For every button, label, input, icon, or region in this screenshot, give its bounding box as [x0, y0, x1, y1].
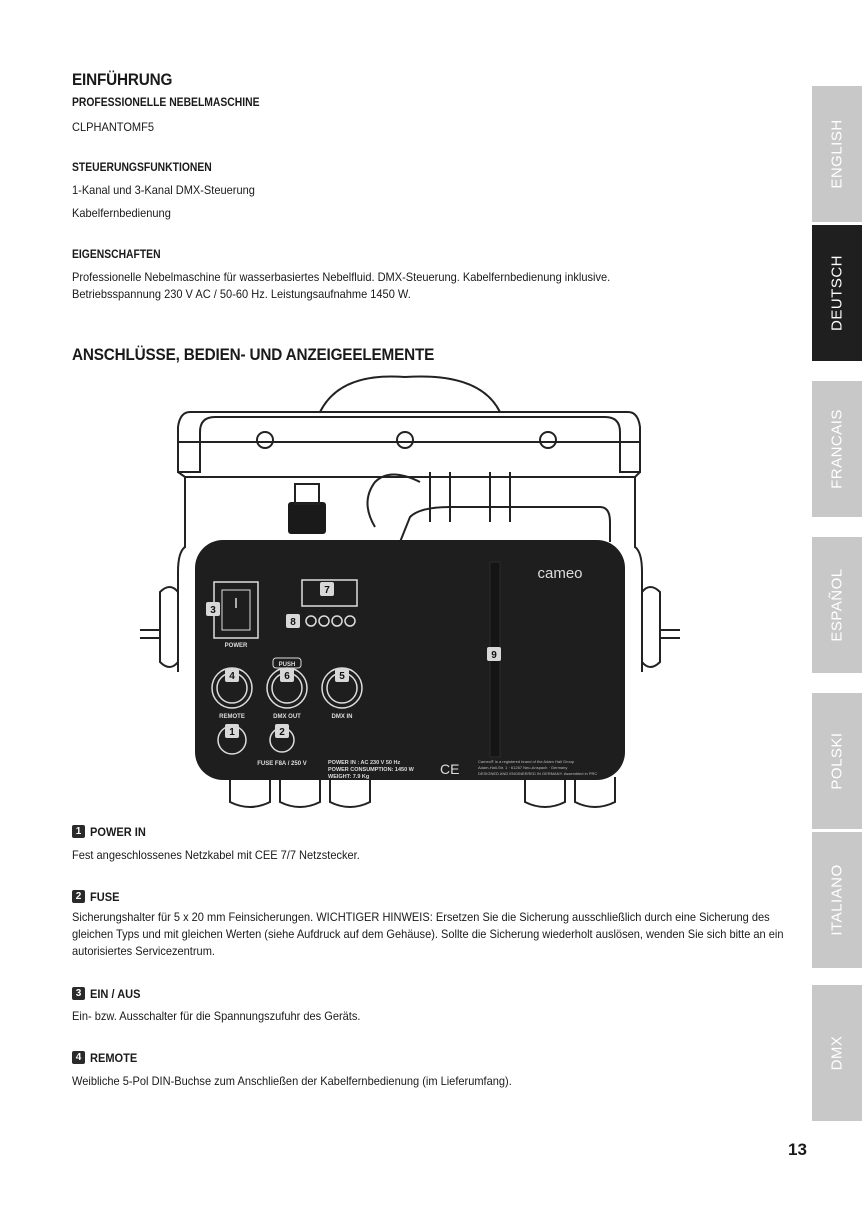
control-line2: Kabelfernbedienung	[72, 206, 171, 220]
tab-deutsch[interactable]: DEUTSCH	[812, 225, 862, 361]
callout-6: 6	[284, 671, 290, 682]
ce-mark: CE	[440, 761, 460, 777]
item-3-heading	[72, 986, 145, 1001]
item-4-text: Weibliche 5-Pol DIN-Buchse zum Anschließen der Kabelfernbedienung (im Lieferumfang).	[72, 1074, 512, 1088]
brand-note-2: Adam-Hall-Str. 1 · 61267 Neu-Anspach · Germany	[478, 765, 568, 770]
brand-note-1: Cameo® is a registered brand of the Adam Hall Group	[478, 759, 575, 764]
tab-dmx[interactable]: DMX	[812, 985, 862, 1121]
item-2-badge: 2	[72, 890, 85, 903]
cameo-logo: cameo	[537, 565, 583, 582]
spec-consumption: POWER CONSUMPTION: 1450 W	[328, 767, 414, 773]
tab-espanol[interactable]: ESPAÑOL	[812, 537, 862, 673]
device-rear-panel-figure	[130, 372, 690, 812]
callout-3: 3	[210, 605, 216, 616]
item-1-heading	[72, 824, 151, 839]
tab-polski[interactable]: POLSKI	[812, 693, 862, 829]
callout-7: 7	[324, 585, 330, 596]
tab-english[interactable]: ENGLISH	[812, 86, 862, 222]
intro-title: EINFÜHRUNG	[72, 70, 173, 89]
callout-4: 4	[229, 671, 235, 682]
intro-model: CLPHANTOMF5	[72, 120, 155, 134]
item-1-badge: 1	[72, 825, 85, 838]
item-2-title: FUSE	[90, 889, 120, 904]
spec-weight: WEIGHT: 7.9 Kg	[328, 774, 370, 780]
item-4-title: REMOTE	[90, 1050, 138, 1065]
item-4-badge: 4	[72, 1051, 85, 1064]
features-title: EIGENSCHAFTEN	[72, 249, 161, 261]
callout-5: 5	[339, 671, 345, 682]
tab-francais[interactable]: FRANCAIS	[812, 381, 862, 517]
tab-italiano[interactable]: ITALIANO	[812, 832, 862, 968]
item-2-heading	[72, 889, 122, 904]
page-number: 13	[788, 1140, 807, 1159]
item-4-heading	[72, 1050, 141, 1065]
remote-label: REMOTE	[219, 714, 245, 720]
item-3-badge: 3	[72, 987, 85, 1000]
callout-8: 8	[290, 617, 296, 628]
item-1-text: Fest angeschlossenes Netzkabel mit CEE 7/7 Netzstecker.	[72, 848, 360, 862]
features-line1: Professionelle Nebelmaschine für wasserbasiertes Nebelfluid. DMX-Steuerung. Kabelfernbedienung inklusive.	[72, 270, 611, 284]
intro-subtitle: PROFESSIONELLE NEBELMASCHINE	[72, 97, 260, 109]
power-label: POWER	[224, 643, 248, 649]
callout-1: 1	[229, 727, 235, 738]
features-line2: Betriebsspannung 230 V AC / 50-60 Hz. Leistungsaufnahme 1450 W.	[72, 287, 411, 301]
callout-9: 9	[491, 650, 497, 661]
push-label: PUSH	[278, 662, 296, 668]
spec-power-in: POWER IN : AC 230 V 50 Hz	[328, 760, 401, 766]
dmx-in-label: DMX IN	[331, 714, 353, 720]
callout-2: 2	[279, 727, 285, 738]
item-1-title: POWER IN	[90, 824, 146, 839]
item-3-text: Ein- bzw. Ausschalter für die Spannungszufuhr des Geräts.	[72, 1009, 361, 1023]
dmx-out-label: DMX OUT	[273, 714, 301, 720]
item-3-title: EIN / AUS	[90, 986, 141, 1001]
brand-note-3: DESIGNED AND ENGINEERED IN GERMANY. Assembled in PRC	[478, 771, 598, 776]
connections-title: ANSCHLÜSSE, BEDIEN- UND ANZEIGEELEMENTE	[72, 345, 435, 364]
fuse-label: FUSE F8A / 250 V	[257, 761, 307, 767]
control-line1: 1-Kanal und 3-Kanal DMX-Steuerung	[72, 183, 255, 197]
item-2-text: Sicherungshalter für 5 x 20 mm Feinsicherungen. WICHTIGER HINWEIS: Ersetzen Sie die Sicherung ausschließlich durch eine Sicherung des gleichen Typs und mit gleichen Werten (siehe Aufdruck auf dem Gehäuse). Sollte die Sicherung wiederholt auslösen, wenden Sie sich bitte an ein autorisiertes Servicezentrum.	[72, 910, 784, 958]
control-title: STEUERUNGSFUNKTIONEN	[72, 162, 212, 174]
